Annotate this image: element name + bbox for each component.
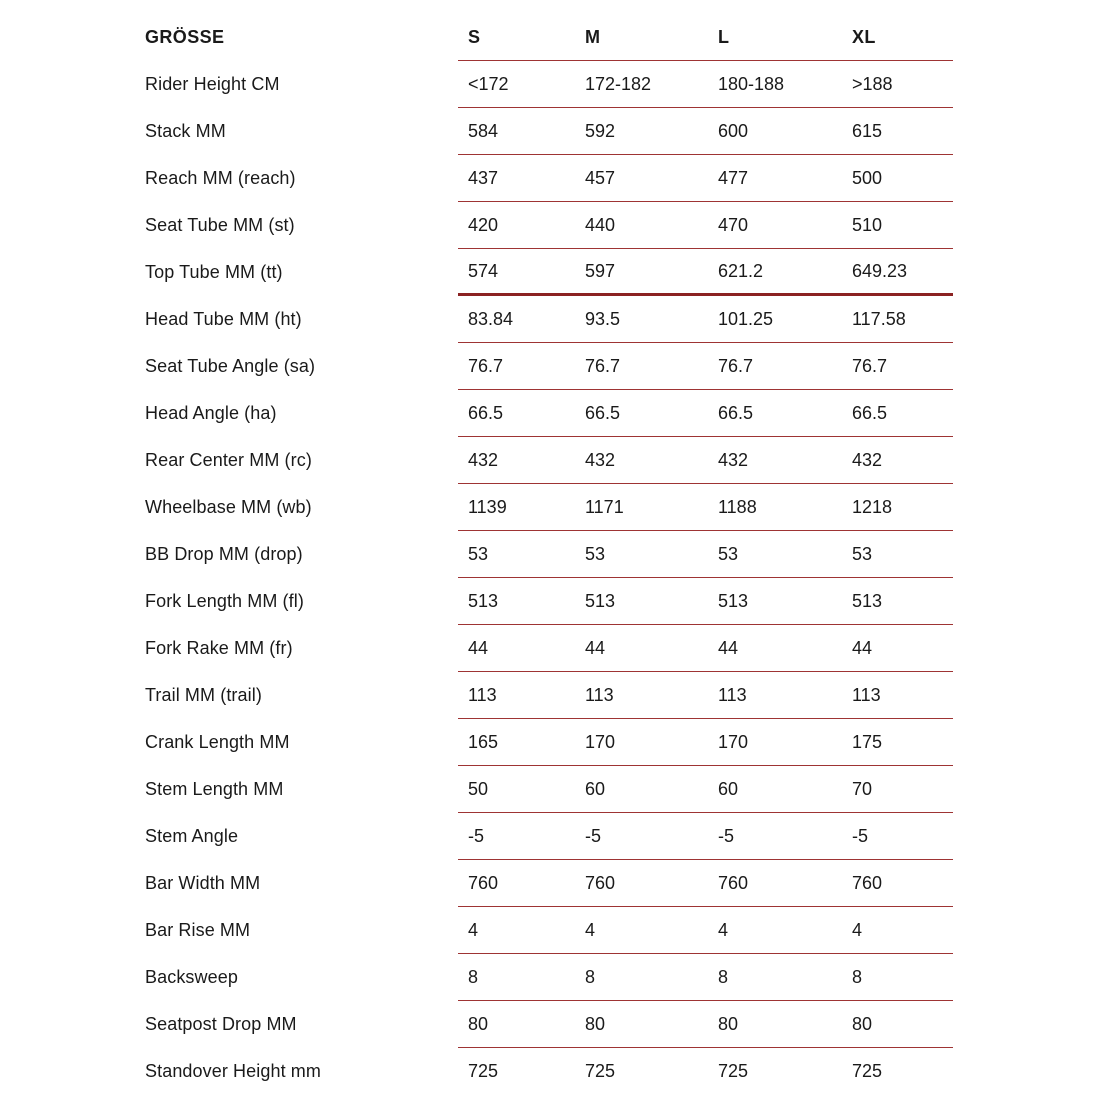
cell-l: 8 [718, 966, 729, 987]
cell-m: 597 [585, 260, 616, 281]
cell-m: 4 [585, 919, 596, 940]
geometry-table [145, 14, 953, 1095]
row-values [458, 813, 953, 860]
table-row [145, 437, 953, 484]
table-row [145, 343, 953, 390]
row-label: Head Angle (ha) [145, 403, 277, 423]
row-label: Trail MM (trail) [145, 685, 262, 705]
cell-xl: 113 [852, 684, 881, 705]
cell-m: 170 [585, 731, 616, 752]
cell-l: 600 [718, 120, 749, 141]
cell-l: 477 [718, 167, 749, 188]
cell-m: 432 [585, 449, 616, 470]
table-row [145, 296, 953, 343]
row-label: Head Tube MM (ht) [145, 309, 302, 329]
cell-xl: 117.58 [852, 308, 906, 329]
row-values [458, 907, 953, 954]
column-header-m: M [585, 26, 601, 47]
cell-s: 80 [468, 1013, 489, 1034]
cell-s: <172 [468, 73, 509, 94]
cell-s: 113 [468, 684, 497, 705]
cell-xl: 615 [852, 120, 883, 141]
table-row [145, 907, 953, 954]
cell-s: 432 [468, 449, 499, 470]
row-values [458, 766, 953, 813]
table-row [145, 155, 953, 202]
cell-s: 83.84 [468, 308, 514, 329]
table-row [145, 766, 953, 813]
cell-xl: 44 [852, 637, 873, 658]
row-label: Backsweep [145, 967, 238, 987]
table-row [145, 672, 953, 719]
cell-l: 1188 [718, 496, 757, 517]
table-row [145, 860, 953, 907]
cell-xl: 1218 [852, 496, 893, 517]
cell-l: 513 [718, 590, 749, 611]
cell-xl: 725 [852, 1061, 883, 1081]
cell-xl: 510 [852, 214, 883, 235]
cell-xl: 513 [852, 590, 883, 611]
row-values [458, 578, 953, 625]
cell-m: 93.5 [585, 308, 621, 329]
row-values [458, 860, 953, 907]
cell-m: 513 [585, 590, 616, 611]
cell-m: 725 [585, 1061, 616, 1081]
cell-m: 76.7 [585, 355, 621, 376]
table-row [145, 108, 953, 155]
cell-s: 165 [468, 731, 499, 752]
cell-l: 80 [718, 1013, 739, 1034]
table-header-row [145, 14, 953, 61]
cell-m: 760 [585, 872, 616, 893]
row-values [458, 1048, 953, 1095]
cell-l: 180-188 [718, 73, 785, 94]
table-row [145, 954, 953, 1001]
cell-s: 4 [468, 919, 479, 940]
cell-s: 76.7 [468, 355, 504, 376]
column-header-xl: XL [852, 26, 876, 47]
table-row [145, 1048, 953, 1095]
row-label: BB Drop MM (drop) [145, 544, 303, 564]
cell-xl: 4 [852, 919, 863, 940]
table-row [145, 202, 953, 249]
cell-s: -5 [468, 825, 485, 846]
cell-m: 440 [585, 214, 616, 235]
table-row [145, 390, 953, 437]
cell-s: 50 [468, 778, 489, 799]
cell-xl: 80 [852, 1013, 873, 1034]
row-values [458, 296, 953, 343]
cell-s: 44 [468, 637, 489, 658]
cell-l: 113 [718, 684, 747, 705]
cell-xl: 432 [852, 449, 883, 470]
table-row [145, 813, 953, 860]
cell-m: 113 [585, 684, 614, 705]
cell-l: 725 [718, 1061, 749, 1081]
cell-xl: >188 [852, 73, 893, 94]
cell-l: 53 [718, 543, 739, 564]
cell-s: 574 [468, 260, 499, 281]
cell-s: 1139 [468, 496, 507, 517]
row-values [458, 531, 953, 578]
row-values [458, 672, 953, 719]
cell-m: 1171 [585, 496, 624, 517]
cell-l: 621.2 [718, 260, 764, 281]
cell-xl: -5 [852, 825, 869, 846]
row-values [458, 202, 953, 249]
row-label: Crank Length MM [145, 732, 290, 752]
row-values [458, 390, 953, 437]
row-values [458, 954, 953, 1001]
cell-l: 101.25 [718, 308, 774, 329]
cell-xl: 66.5 [852, 402, 888, 423]
row-label: Seat Tube MM (st) [145, 215, 295, 235]
header-values [458, 14, 953, 61]
row-label: Seat Tube Angle (sa) [145, 356, 316, 376]
cell-l: 44 [718, 637, 739, 658]
cell-xl: 500 [852, 167, 883, 188]
cell-m: 66.5 [585, 402, 621, 423]
row-label: Stack MM [145, 121, 226, 141]
table-row [145, 719, 953, 766]
cell-m: 44 [585, 637, 606, 658]
cell-s: 53 [468, 543, 489, 564]
row-values [458, 155, 953, 202]
row-label: Rear Center MM (rc) [145, 450, 312, 470]
row-values [458, 437, 953, 484]
cell-l: 4 [718, 919, 729, 940]
table-row [145, 578, 953, 625]
cell-s: 437 [468, 167, 499, 188]
cell-xl: 76.7 [852, 355, 888, 376]
table-row [145, 61, 953, 108]
row-label: Bar Rise MM [145, 920, 251, 940]
cell-xl: 70 [852, 778, 873, 799]
row-values [458, 625, 953, 672]
row-label: Seatpost Drop MM [145, 1014, 297, 1034]
cell-l: 60 [718, 778, 739, 799]
cell-xl: 8 [852, 966, 863, 987]
column-header-l: L [718, 26, 730, 47]
table-row [145, 531, 953, 578]
cell-xl: 53 [852, 543, 873, 564]
table-row [145, 484, 953, 531]
row-label: Fork Length MM (fl) [145, 591, 304, 611]
row-label: Wheelbase MM (wb) [145, 497, 312, 517]
cell-s: 760 [468, 872, 499, 893]
cell-l: 76.7 [718, 355, 754, 376]
cell-m: 53 [585, 543, 606, 564]
cell-s: 725 [468, 1061, 499, 1081]
cell-l: 432 [718, 449, 749, 470]
cell-m: 8 [585, 966, 596, 987]
geometry-table-body [145, 61, 953, 1095]
column-header-s: S [468, 26, 481, 47]
cell-m: 172-182 [585, 73, 652, 94]
table-row [145, 1001, 953, 1048]
row-values [458, 61, 953, 108]
cell-xl: 649.23 [852, 260, 908, 281]
cell-l: 760 [718, 872, 749, 893]
cell-l: 66.5 [718, 402, 754, 423]
cell-s: 8 [468, 966, 479, 987]
cell-m: 592 [585, 120, 616, 141]
cell-l: 170 [718, 731, 749, 752]
cell-s: 420 [468, 214, 499, 235]
row-values [458, 1001, 953, 1048]
row-label: Top Tube MM (tt) [145, 262, 283, 282]
cell-m: 60 [585, 778, 606, 799]
row-label: Stem Angle [145, 826, 239, 846]
cell-l: 470 [718, 214, 749, 235]
cell-s: 584 [468, 120, 499, 141]
row-label: Bar Width MM [145, 873, 261, 893]
table-row [145, 249, 953, 296]
row-values [458, 484, 953, 531]
cell-m: -5 [585, 825, 602, 846]
table-row [145, 625, 953, 672]
cell-xl: 175 [852, 731, 883, 752]
row-values [458, 108, 953, 155]
cell-s: 66.5 [468, 402, 504, 423]
row-values [458, 343, 953, 390]
cell-m: 457 [585, 167, 616, 188]
cell-s: 513 [468, 590, 499, 611]
cell-l: -5 [718, 825, 735, 846]
row-values [458, 719, 953, 766]
row-label: Reach MM (reach) [145, 168, 296, 188]
row-label: Rider Height CM [145, 74, 280, 94]
row-label: Standover Height mm [145, 1061, 321, 1081]
row-label: Fork Rake MM (fr) [145, 638, 293, 658]
table-title: GRÖSSE [145, 27, 225, 47]
row-label: Stem Length MM [145, 779, 284, 799]
row-values [458, 249, 953, 296]
cell-xl: 760 [852, 872, 883, 893]
cell-m: 80 [585, 1013, 606, 1034]
